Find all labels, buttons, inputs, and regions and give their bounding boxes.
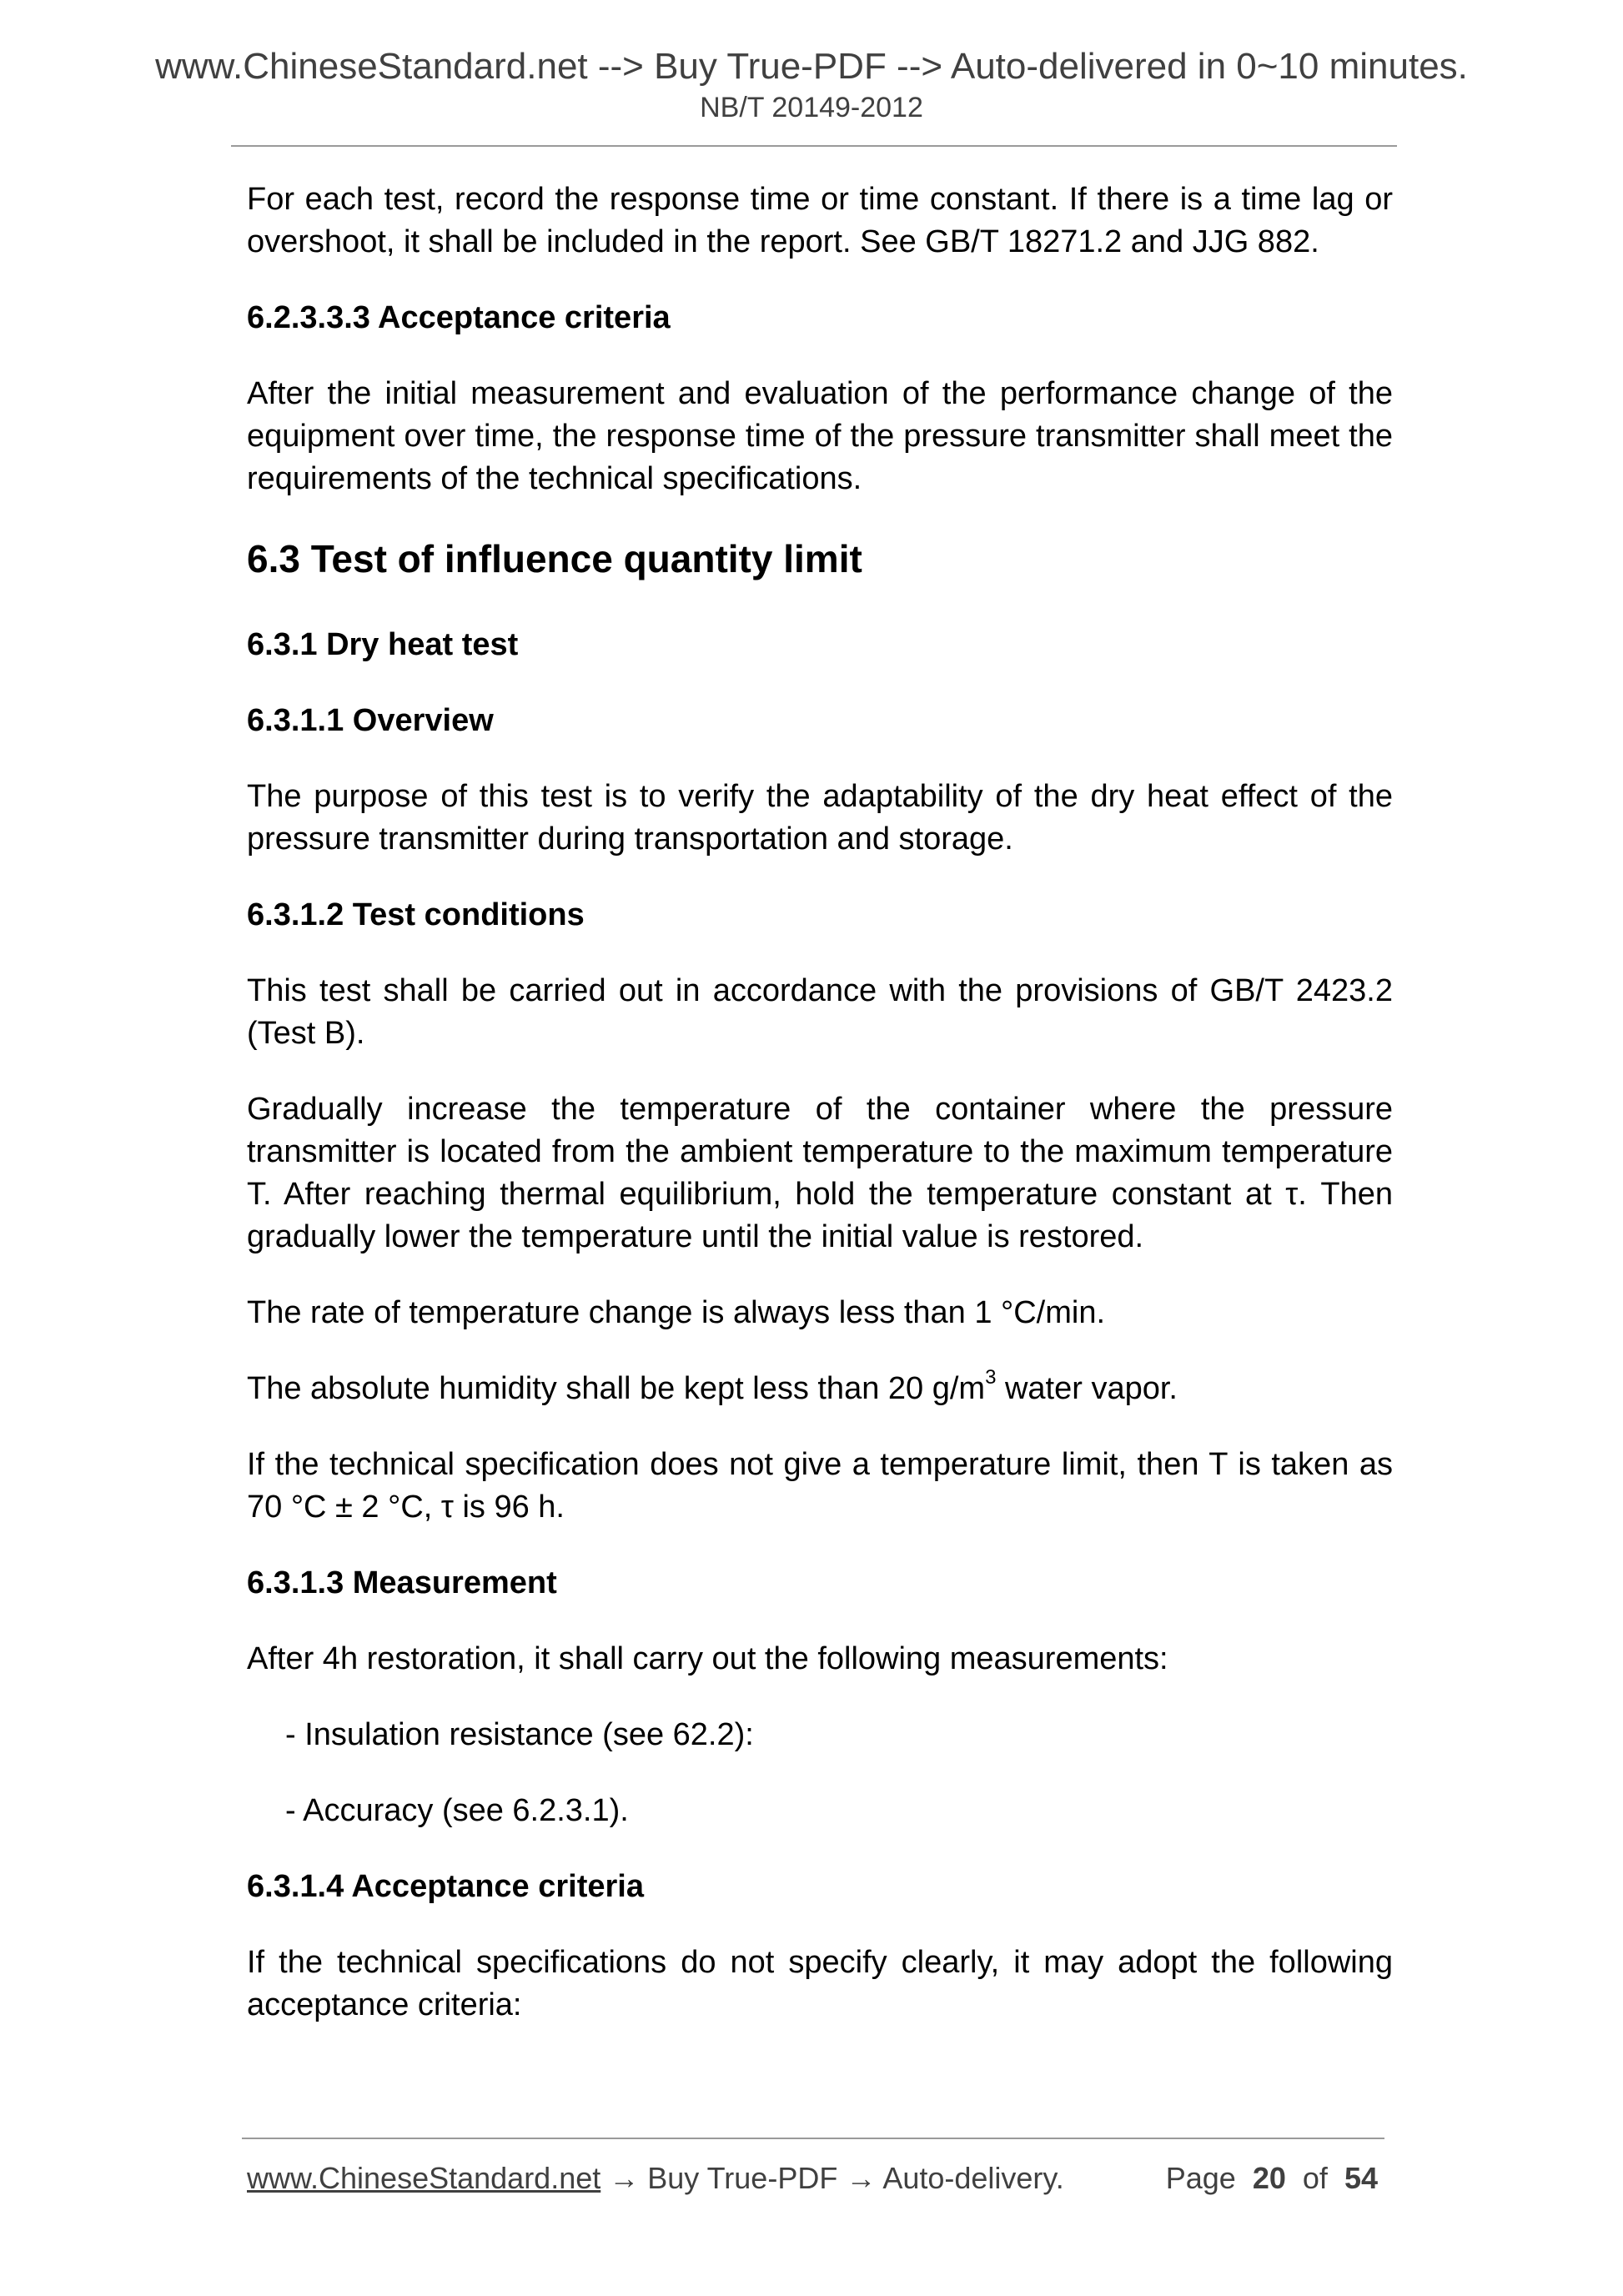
paragraph-gradually-increase: Gradually increase the temperature of the container where the pressure transmitter is located from the ambient temperature to the maximum temperature T. After reaching thermal equilibrium, hold the temperature constant at τ. Then gradually lower the temperature until the initial value is restored. [247,1092,1393,1254]
footer-delivery-text: → Buy True-PDF → Auto-delivery. [600,2161,1064,2195]
heading-6-3-1-3: 6.3.1.3 Measurement [247,1565,557,1600]
list-item-accuracy: - Accuracy (see 6.2.3.1). [285,1793,629,1828]
paragraph-absolute-humidity [247,1368,1393,1410]
paragraph-after-restoration: After 4h restoration, it shall carry out the following measurements: [247,1641,1168,1676]
page-content [247,178,1393,2060]
heading-6-3-1: 6.3.1 Dry heat test [247,627,519,662]
paragraph-provisions: This test shall be carried out in accordance with the provisions of GB/T 2423.2 (Test B). [247,973,1393,1051]
list-item-insulation: - Insulation resistance (see 62.2): [285,1717,754,1752]
document-code: NB/T 20149-2012 [700,92,923,123]
humidity-text-end: water vapor. [996,1371,1178,1406]
heading-6-2-3-3-3: 6.2.3.3.3 Acceptance criteria [247,300,671,335]
paragraph-temperature-limit: If the technical specification does not give a temperature limit, then T is taken as 70 °C ± 2 °C, τ is 96 h. [247,1447,1393,1525]
of-label: of [1302,2161,1328,2195]
paragraph-acceptance-criteria: If the technical specifications do not specify clearly, it may adopt the following acceptance criteria: [247,1945,1393,2022]
top-banner[interactable]: www.ChineseStandard.net --> Buy True-PDF --> Auto-delivered in 0~10 minutes. [155,46,1468,87]
footer-divider [242,2138,1384,2139]
humidity-text-start: The absolute humidity shall be kept less than 20 g/m [247,1371,986,1406]
paragraph-purpose: The purpose of this test is to verify the adaptability of the dry heat effect of the pressure transmitter during transportation and storage. [247,779,1393,857]
footer-website-link[interactable]: www.ChineseStandard.net [247,2161,601,2195]
heading-6-3-1-1: 6.3.1.1 Overview [247,703,494,738]
page-total: 54 [1344,2161,1378,2195]
header-divider [231,145,1397,147]
paragraph-initial-measurement: After the initial measurement and evaluation of the performance change of the equipment over time, the response time of the pressure transmitter shall meet the requirements of the technical specifications. [247,376,1393,496]
paragraph-record-response: For each test, record the response time or time constant. If there is a time lag or overshoot, it shall be included in the report. See GB/T 18271.2 and JJG 882. [247,182,1393,259]
page-indicator [1166,2160,1378,2197]
paragraph-temperature-rate: The rate of temperature change is always less than 1 °C/min. [247,1295,1106,1330]
page-label: Page [1165,2161,1236,2195]
page-number: 20 [1252,2161,1286,2195]
heading-6-3-1-4: 6.3.1.4 Acceptance criteria [247,1869,644,1904]
humidity-superscript: 3 [985,1366,997,1389]
heading-6-3-1-2: 6.3.1.2 Test conditions [247,897,585,932]
footer-left [247,2160,1064,2197]
heading-6-3: 6.3 Test of influence quantity limit [247,537,862,580]
